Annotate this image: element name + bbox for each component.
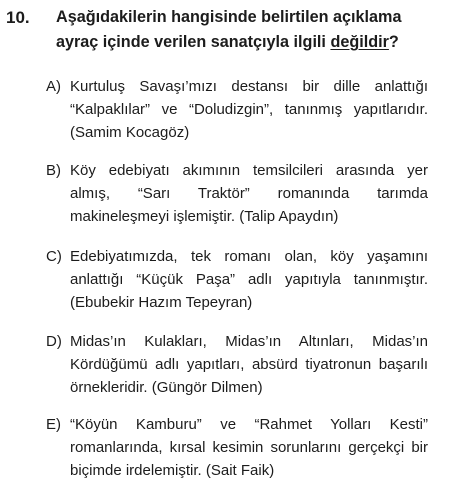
option-d-text: Midas’ın Kulakları, Midas’ın Altınları, Midas’ın Kördüğümü adlı yapıtları, absürd tiyatronun başarılı örnekleridir. (Güngör Dilmen) (70, 333, 428, 396)
question-header (6, 5, 426, 55)
option-d[interactable] (46, 330, 428, 399)
question-stem-end: ? (388, 33, 399, 51)
option-b[interactable] (46, 159, 428, 228)
question-block (6, 5, 426, 495)
question-stem (56, 5, 428, 55)
question-stem-text: Aşağıdakilerin hangisinde belirtilen açıklama ayraç içinde verilen sanatçıyla ilgili (56, 8, 402, 51)
option-d-letter: D) (46, 333, 62, 350)
option-e-text: “Köyün Kamburu” ve “Rahmet Yolları Kesti” romanlarında, kırsal kesimin sorunlarını gerçekçi bir biçimde irdelemiştir. (Sait Faik) (70, 416, 428, 479)
option-c[interactable] (46, 245, 428, 314)
option-b-letter: B) (46, 162, 61, 179)
option-e[interactable] (46, 413, 428, 482)
option-a-text: Kurtuluş Savaşı’mızı destansı bir dille anlattığı “Kalpaklılar” ve “Doludizgin”, tanınmış yapıtlarıdır. (Samim Kocagöz) (70, 78, 428, 141)
option-a[interactable] (46, 75, 428, 144)
option-b-text: Köy edebiyatı akımının temsilcileri arasında yer almış, “Sarı Traktör” romanında tarımda makineleşmeyi işlemiştir. (Talip Apaydın) (70, 162, 428, 225)
option-c-letter: C) (46, 248, 62, 265)
question-negative-word: değildir (330, 33, 389, 51)
option-e-letter: E) (46, 416, 61, 433)
option-a-letter: A) (46, 78, 61, 95)
question-number: 10. (6, 8, 30, 27)
option-c-text: Edebiyatımızda, tek romanı olan, köy yaşamını anlattığı “Küçük Paşa” adlı yapıtıyla tanınmıştır. (Ebubekir Hazım Tepeyran) (70, 248, 428, 311)
